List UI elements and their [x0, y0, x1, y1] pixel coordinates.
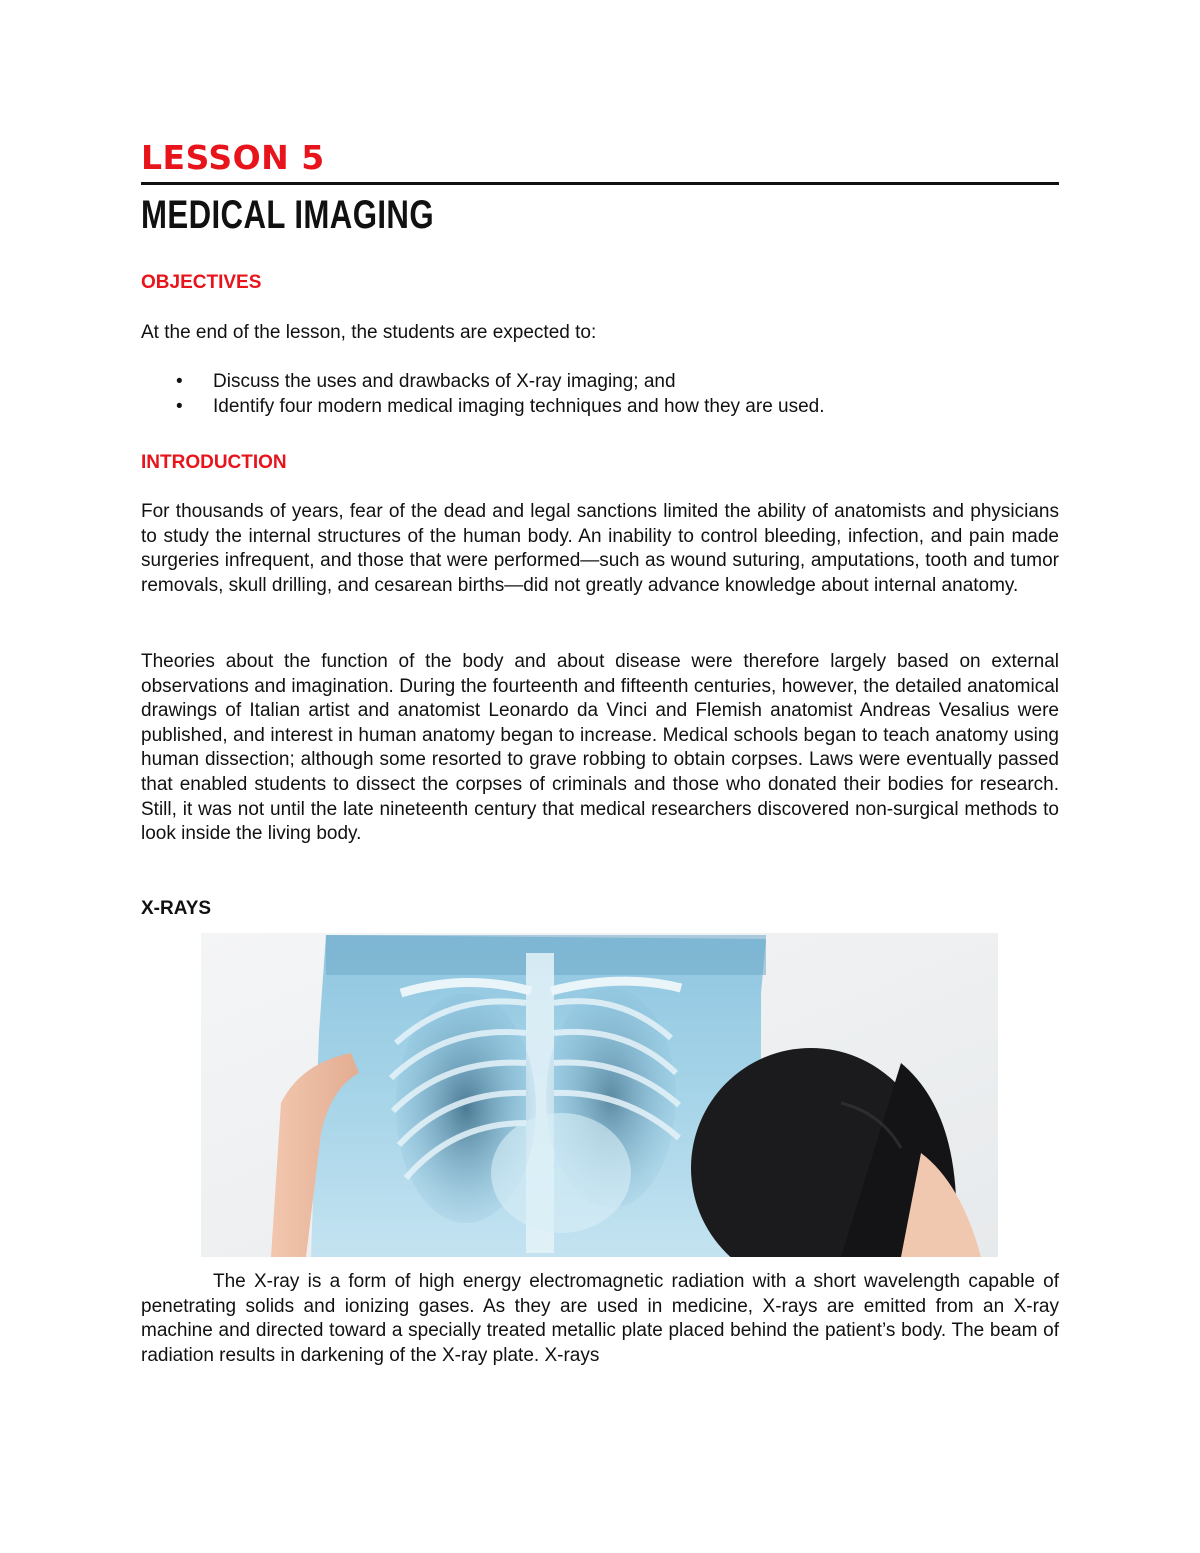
objective-text: Identify four modern medical imaging techniques and how they are used. [213, 395, 825, 417]
lesson-label: LESSON 5 [141, 138, 325, 177]
intro-paragraph-1: For thousands of years, fear of the dead and legal sanctions limited the ability of anatomists and physicians to study the internal structures of the human body. An inability to control bleeding, infection, and pain made surgeries infrequent, and those that were performed—such as wound suturing, amputations, tooth and tumor removals, skull drilling, and cesarean births—did not greatly advance knowledge about internal anatomy. [141, 501, 1059, 596]
xray-paragraph: The X-ray is a form of high energy electromagnetic radiation with a short wavelength capable of penetrating solids and ionizing gases. As they are used in medicine, X-rays are emitted from an X-ray machine and directed toward a specially treated metallic plate placed behind the patient’s body. The beam of radiation results in darkening of the X-ray plate. X-rays [141, 1271, 1059, 1366]
intro-paragraph-2: Theories about the function of the body and about disease were therefore largely based on external observations and imagination. During the fourteenth and fifteenth centuries, however, the detailed anatomical drawings of Italian artist and anatomist Leonardo da Vinci and Flemish anatomist Andreas Vesalius were published, and interest in human anatomy began to increase. Medical schools began to teach anatomy using human dissection; although some resorted to grave robbing to obtain corpses. Laws were eventually passed that enabled students to dissect the corpses of criminals and those who donated their bodies for research. Still, it was not until the late nineteenth century that medical researchers discovered non-surgical methods to look inside the living body. [141, 651, 1059, 845]
objectives-list [141, 370, 825, 419]
introduction-heading: INTRODUCTION [141, 452, 287, 473]
list-item [141, 395, 825, 420]
objective-text: Discuss the uses and drawbacks of X-ray imaging; and [213, 371, 676, 392]
objectives-intro: At the end of the lesson, the students are expected to: [141, 322, 597, 343]
xray-photo-icon [201, 933, 998, 1257]
title-divider [141, 182, 1059, 185]
bullet-icon: • [176, 371, 183, 392]
bullet-icon: • [176, 395, 183, 417]
xrays-heading: X-RAYS [141, 898, 212, 919]
list-item [141, 370, 825, 395]
objectives-heading: OBJECTIVES [141, 272, 262, 293]
page-title: MEDICAL IMAGING [141, 193, 435, 237]
